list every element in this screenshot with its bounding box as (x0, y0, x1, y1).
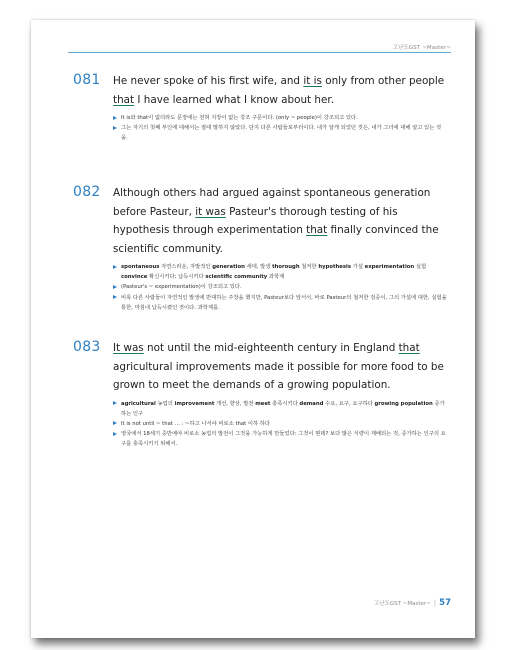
page-footer (374, 598, 451, 608)
note-text: It is와 that이 없더라도 문장에는 전혀 지장이 없는 강조 구문이다. (only ~ people)이 강조되고 있다. (121, 115, 358, 121)
vocab-term: meet (255, 400, 271, 407)
emphasis-marker: that (306, 224, 328, 236)
vocab-term: growing population (374, 400, 433, 407)
note-item (113, 262, 447, 282)
entry-number: 083 (73, 339, 101, 355)
vocab-term: demand (299, 400, 324, 407)
bullet-triangle-icon (113, 295, 117, 299)
note-text: 개선, 향상, 발전 (214, 400, 256, 407)
note-text: 자연스러운, 자발적인 (159, 264, 213, 270)
note-text: 실험 (414, 264, 427, 270)
sentence-text: only from other people (321, 75, 445, 87)
footer-separator: | (433, 599, 437, 607)
emphasis-marker: that (113, 93, 135, 106)
emphasis-marker: it is (303, 75, 322, 87)
bullet-triangle-icon (113, 421, 117, 425)
vocab-term: hypothesis (318, 264, 352, 270)
vocab-term: convince (121, 274, 148, 281)
entry-083 (73, 339, 447, 450)
note-text: (Pasteur's ~ experimentation)이 강조되고 있다. (121, 284, 242, 291)
note-item (113, 282, 447, 292)
note-text: It is not until ~ that … : ~하고 나서야 비로소 that 이하 하다 (121, 420, 271, 427)
bullet-triangle-icon (113, 285, 117, 289)
entry-number: 082 (73, 184, 101, 200)
sentence-text: I have learned what I know about her. (134, 93, 335, 106)
note-text: 농업의 (155, 400, 175, 407)
vocab-term: agricultural (121, 400, 156, 407)
entry-081 (73, 72, 447, 144)
note-text: 비록 다른 사람들이 자연적인 발생에 반대하는 주장을 했지만, Pasteur보다 앞서서, 바로 Pasteur의 철저한 검증이, 그의 가설에 대한, 실험을 통한, 마침내 납득시켰던 것이다. 과학계를. (121, 294, 447, 311)
entry-notes (113, 399, 447, 450)
emphasis-marker: that (398, 342, 420, 354)
note-text: 가설 (351, 264, 365, 270)
note-item (113, 429, 447, 449)
sentence-text: Pasteur's thorough testing of his hypothesis through experimentation (113, 205, 398, 236)
note-item (113, 399, 447, 419)
bullet-triangle-icon (113, 265, 117, 269)
sentence-text: not until the mid-eighteenth century in England (143, 342, 399, 354)
header-rule (68, 52, 451, 53)
entry-sentence (113, 72, 447, 109)
sentence-text: He never spoke of his first wife, and (113, 75, 304, 87)
note-item (113, 419, 447, 429)
bullet-triangle-icon (113, 126, 117, 130)
note-text: 확신시키다; 납득시키다 (147, 274, 206, 281)
vocab-term: thorough (272, 264, 300, 270)
vocab-term: improvement (174, 400, 215, 407)
note-text: 수요, 요구, 요구하다 (323, 400, 375, 407)
entry-sentence (113, 339, 447, 395)
note-text: 철저한 (299, 264, 319, 270)
footer-title: 고난도GST ~Master~ (373, 601, 431, 607)
running-head: 고난도GST ~Master~ (392, 45, 451, 51)
bullet-triangle-icon (113, 116, 117, 120)
sentence-text: Although others had argued against spontaneous generation before Pasteur, (113, 187, 431, 218)
note-text: 그는 자기의 첫째 부인에 대해서는 절대 말하지 않았다. 단지 다른 사람들로부터이다. 내가 알게 되었던 것은, 내가 그녀에 대해 알고 있는 것을. (121, 125, 442, 142)
emphasis-marker: It was (113, 342, 144, 354)
entry-sentence (113, 184, 447, 258)
sentence-text: finally convinced the scientific community. (113, 224, 439, 255)
entry-notes (113, 113, 447, 144)
page (31, 20, 475, 638)
note-text: 증가하는 인구 (121, 400, 445, 417)
vocab-term: generation (212, 264, 245, 270)
note-item (113, 123, 447, 143)
entry-082 (73, 184, 447, 313)
vocab-term: experimentation (364, 264, 415, 270)
note-text: 세대, 발생 (244, 264, 273, 270)
entry-number: 081 (73, 72, 101, 88)
entry-notes (113, 262, 447, 313)
bullet-triangle-icon (113, 432, 117, 436)
sentence-text: agricultural improvements made it possible for more food to be grown to meet the demands of a growing population. (113, 360, 444, 391)
note-item (113, 113, 447, 123)
bullet-triangle-icon (113, 401, 117, 405)
note-text: 충족시키다 (270, 400, 300, 407)
emphasis-marker: it was (195, 205, 226, 218)
vocab-term: scientific community (205, 274, 268, 281)
vocab-term: spontaneous (121, 264, 160, 270)
note-text: 영국에서 18세기 중반에야 비로소 농업의 발전이 그것을 가능하게 만들었다: 그것이 뭔데? 보다 많은 식량이 재배되는 것, 증가하는 인구의 요구를 충족시키기 위해서. (121, 431, 446, 448)
note-text: 과학계 (267, 274, 285, 281)
note-item (113, 293, 447, 313)
page-number: 57 (439, 598, 451, 608)
